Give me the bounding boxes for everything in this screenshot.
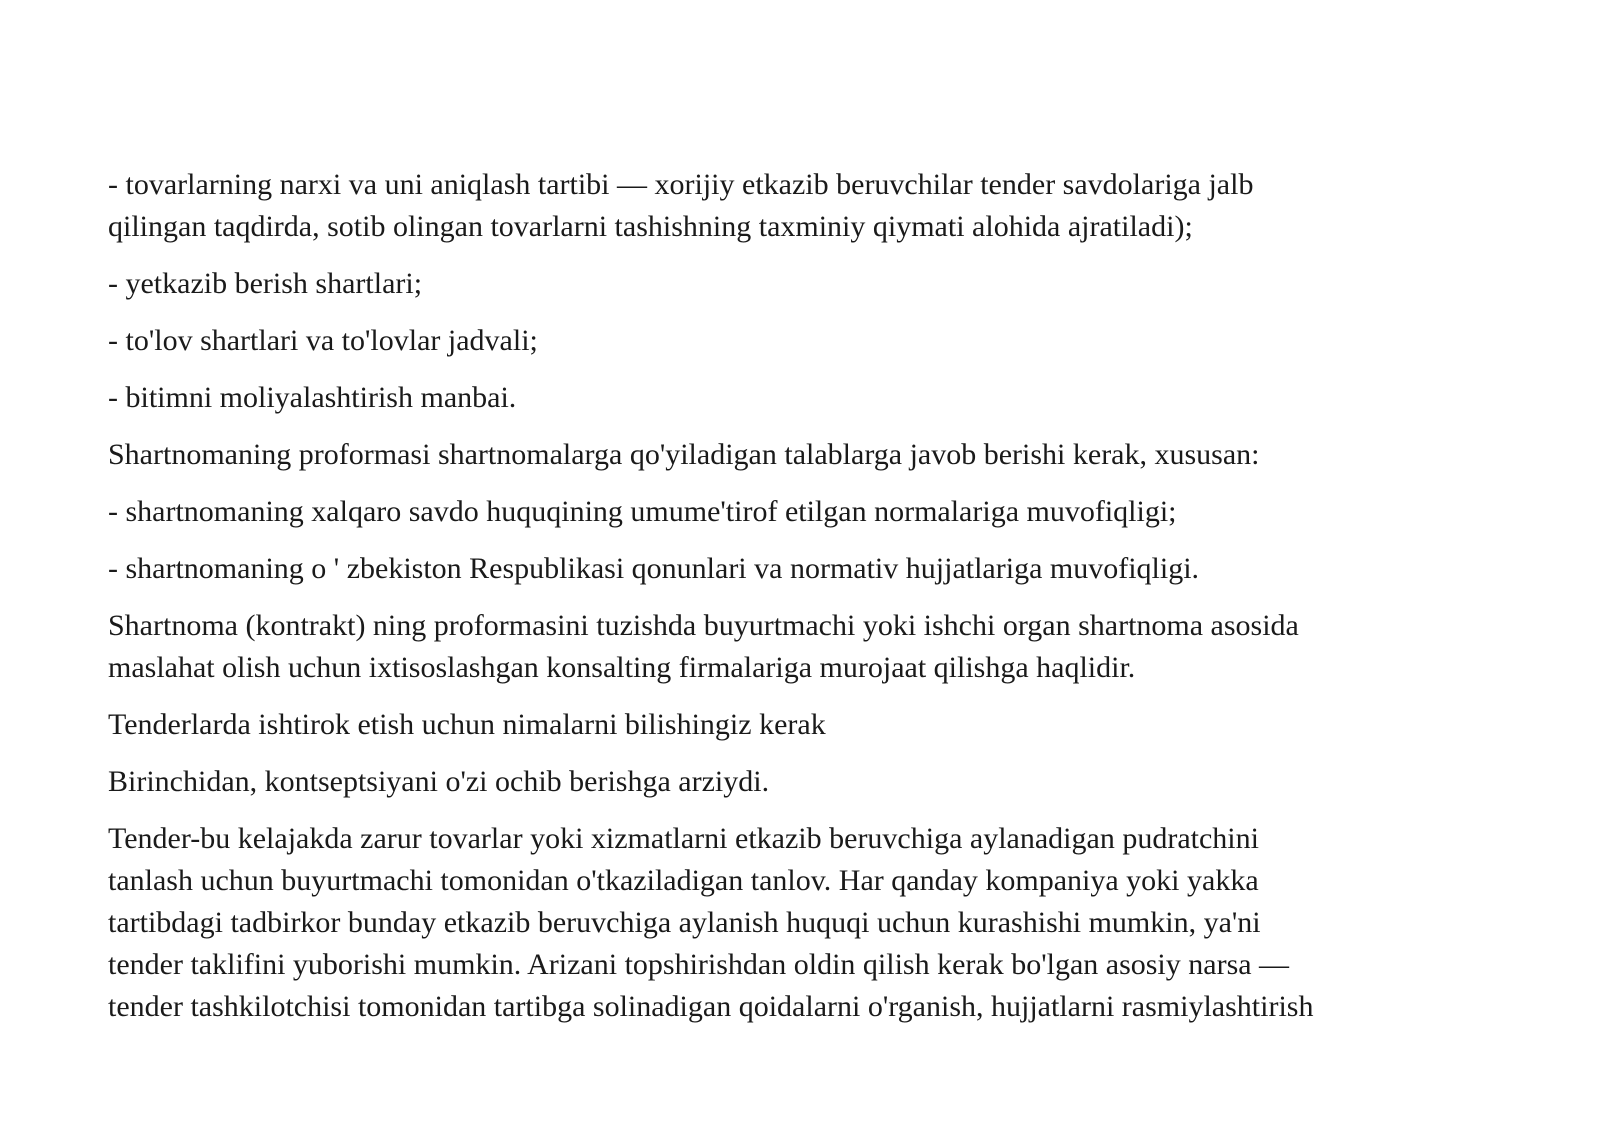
paragraph-6 (108, 491, 1508, 533)
text-line: tartibdagi tadbirkor bunday etkazib beruvchiga aylanish huquqi uchun kurashishi mumkin, ya'ni (108, 906, 1261, 939)
text-line: qilingan taqdirda, sotib olingan tovarlarni tashishning taxminiy qiymati alohida ajratiladi); (108, 210, 1193, 243)
paragraph-5 (108, 434, 1508, 476)
paragraph-7 (108, 548, 1508, 590)
text-line: - bitimni moliyalashtirish manbai. (108, 381, 517, 414)
document-page (108, 164, 1508, 1043)
paragraph-3 (108, 320, 1508, 362)
text-line: - tovarlarning narxi va uni aniqlash tartibi — xorijiy etkazib beruvchilar tender savdolariga jalb (108, 168, 1254, 201)
text-line: - to'lov shartlari va to'lovlar jadvali; (108, 324, 538, 357)
paragraph-10 (108, 761, 1508, 803)
paragraph-4 (108, 377, 1508, 419)
paragraph-1 (108, 164, 1508, 248)
text-line: - yetkazib berish shartlari; (108, 267, 423, 300)
text-line: - shartnomaning xalqaro savdo huquqining umume'tirof etilgan normalariga muvofiqligi; (108, 495, 1177, 528)
paragraph-8 (108, 605, 1508, 689)
text-line: tender tashkilotchisi tomonidan tartibga solinadigan qoidalarni o'rganish, hujjatlarni rasmiylashtirish (108, 990, 1314, 1023)
paragraph-2 (108, 263, 1508, 305)
text-line: Tender-bu kelajakda zarur tovarlar yoki xizmatlarni etkazib beruvchiga aylanadigan pudratchini (108, 822, 1259, 855)
text-line: tender taklifini yuborishi mumkin. Arizani topshirishdan oldin qilish kerak bo'lgan asosiy narsa — (108, 948, 1290, 981)
text-line: maslahat olish uchun ixtisoslashgan konsalting firmalariga murojaat qilishga haqlidir. (108, 651, 1136, 684)
paragraph-11 (108, 818, 1508, 1028)
text-line: Shartnoma (kontrakt) ning proformasini tuzishda buyurtmachi yoki ishchi organ shartnoma asosida (108, 609, 1299, 642)
paragraph-9 (108, 704, 1508, 746)
text-line: Shartnomaning proformasi shartnomalarga qo'yiladigan talablarga javob berishi kerak, xususan: (108, 438, 1260, 471)
text-line: - shartnomaning o ' zbekiston Respublikasi qonunlari va normativ hujjatlariga muvofiqligi. (108, 552, 1200, 585)
text-line: tanlash uchun buyurtmachi tomonidan o'tkaziladigan tanlov. Har qanday kompaniya yoki yakka (108, 864, 1259, 897)
text-line: Birinchidan, kontseptsiyani o'zi ochib berishga arziydi. (108, 765, 770, 798)
text-line: Tenderlarda ishtirok etish uchun nimalarni bilishingiz kerak (108, 708, 826, 741)
